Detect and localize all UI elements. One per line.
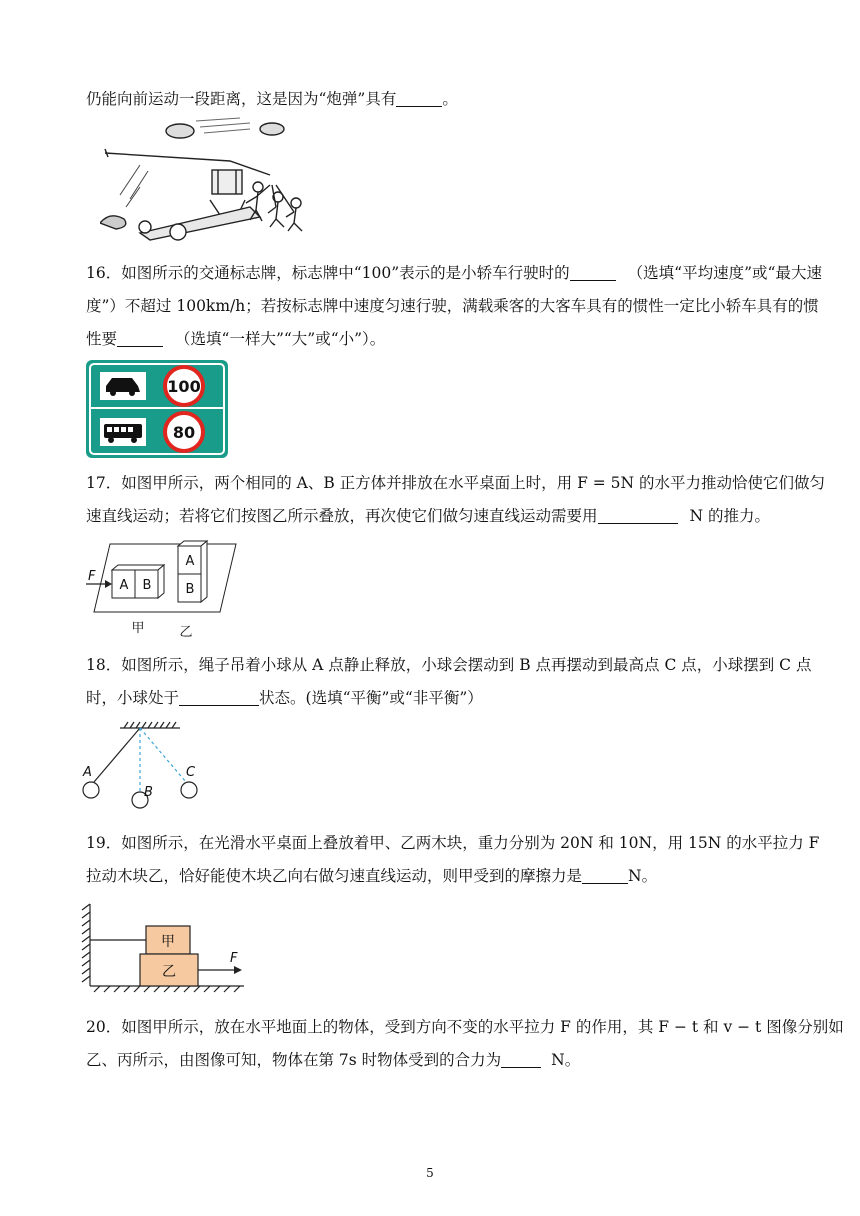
q16-line-1 — [86, 262, 822, 284]
q16-line-3 — [86, 328, 385, 350]
block-yi-label: 乙 — [162, 964, 176, 980]
q16-text-3b: （选填“一样大”“大”或“小”）。 — [175, 330, 386, 348]
blocks-figure — [86, 540, 246, 640]
q18-text-1: 18．如图所示，绳子吊着小球从 A 点静止释放，小球会摆动到 B 点再摆动到最高点 C 点，小球摆到 C 点 — [86, 656, 812, 674]
point-a-label: A — [83, 765, 92, 780]
q17-line-1 — [86, 472, 825, 494]
point-b-label: B — [144, 785, 153, 800]
q18-text-2b: 状态。(选填“平衡”或“非平衡”） — [259, 689, 483, 707]
label-yi: 乙 — [179, 625, 193, 640]
q20-answer-blank[interactable] — [501, 1051, 541, 1068]
force-f-label-19: F — [230, 951, 238, 966]
stack-block-a-label: A — [185, 554, 195, 569]
block-a-label: A — [119, 578, 129, 593]
q18-line-2 — [86, 687, 483, 709]
q18-line-1 — [86, 654, 811, 676]
catapult-illustration — [100, 115, 320, 245]
q19-line-1 — [86, 832, 819, 854]
q16-answer-blank-1[interactable] — [570, 264, 616, 281]
pendulum-figure — [78, 718, 218, 810]
block-b-label: B — [142, 578, 152, 593]
traffic-speed-sign — [86, 360, 228, 458]
q17-text-2: 速直线运动；若将它们按图乙所示叠放，再次使它们做匀速直线运动需要用 — [86, 507, 598, 525]
q15-text-end: 。 — [442, 90, 458, 108]
q19-text-2: 拉动木块乙，恰好能使木块乙向右做匀速直线运动，则甲受到的摩擦力是 — [86, 867, 583, 885]
car-speed-limit: 100 — [167, 377, 201, 396]
q16-text-2: 度”）不超过 100km/h；若按标志牌中速度匀速行驶，满载乘客的大客车具有的惯性一定比小轿车具有的惯 — [86, 297, 819, 315]
q19-text-2b: N。 — [628, 867, 658, 885]
page-number: 5 — [426, 1166, 434, 1180]
q16-text-3: 性要 — [86, 330, 118, 348]
q16-text-1b: （选填“平均速度”或“最大速 — [627, 264, 822, 282]
q20-text-2b: N。 — [551, 1051, 581, 1069]
stack-block-b-label: B — [185, 582, 195, 597]
q18-text-2: 时，小球处于 — [86, 689, 180, 707]
q20-line-2 — [86, 1049, 580, 1071]
q20-text-2: 乙、丙所示，由图像可知，物体在第 7s 时物体受到的合力为 — [86, 1051, 502, 1069]
q16-answer-blank-2[interactable] — [117, 330, 163, 347]
q15-answer-blank[interactable] — [396, 90, 442, 107]
q19-line-2 — [86, 865, 657, 887]
q19-text-1: 19．如图所示，在光滑水平桌面上叠放着甲、乙两木块，重力分别为 20N 和 10N，用 15N 的水平拉力 F — [86, 834, 820, 852]
q18-answer-blank[interactable] — [179, 689, 259, 706]
point-c-label: C — [186, 765, 196, 780]
q15-text: 仍能向前运动一段距离，这是因为“炮弹”具有 — [86, 90, 397, 108]
q16-text-1: 16．如图所示的交通标志牌，标志牌中“100”表示的是小轿车行驶时的 — [86, 264, 570, 282]
q17-text-2b: N 的推力。 — [689, 507, 771, 525]
q15-line — [86, 88, 458, 110]
bus-speed-limit: 80 — [172, 423, 196, 442]
q20-line-1 — [86, 1016, 844, 1038]
force-f-label: F — [88, 569, 96, 584]
block-jia-label: 甲 — [161, 934, 175, 950]
q17-text-1: 17．如图甲所示，两个相同的 A、B 正方体并排放在水平桌面上时，用 F = 5N 的水平力推动恰使它们做匀 — [86, 474, 826, 492]
q17-answer-blank[interactable] — [598, 507, 678, 524]
q19-answer-blank[interactable] — [582, 867, 628, 884]
friction-figure — [80, 902, 250, 994]
q20-text-1: 20．如图甲所示，放在水平地面上的物体，受到方向不变的水平拉力 F 的作用，其 F − t 和 v − t 图像分别如 — [86, 1018, 844, 1036]
q17-line-2 — [86, 505, 770, 527]
label-jia: 甲 — [131, 621, 145, 636]
q16-line-2 — [86, 295, 819, 317]
